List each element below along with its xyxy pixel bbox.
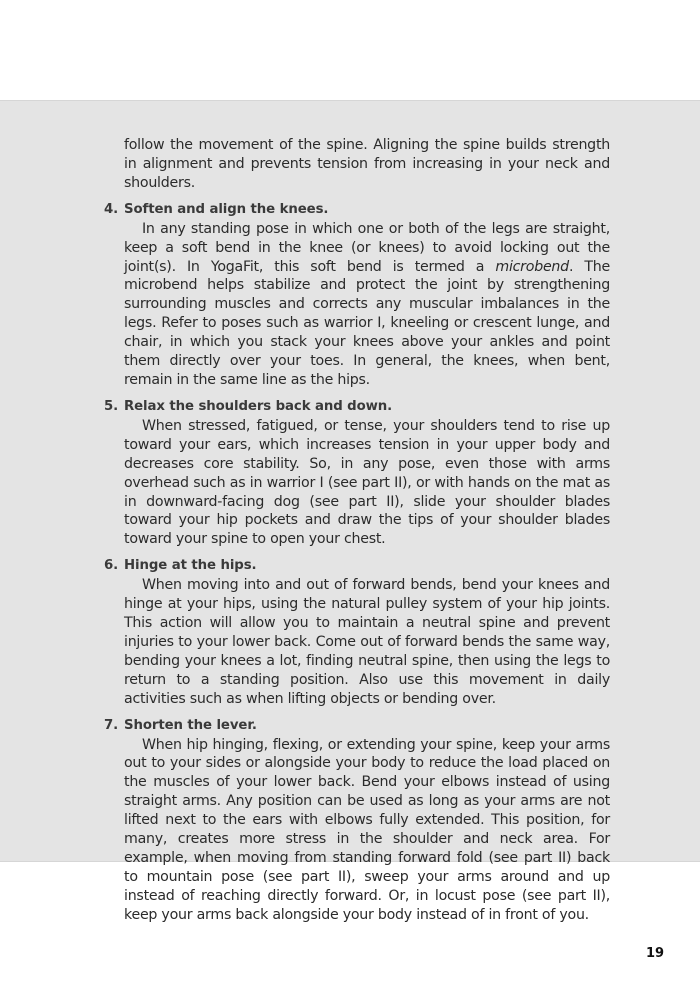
tip-title: Soften and align the knees. [124,201,329,217]
tip-heading [104,557,610,575]
tip-heading [104,398,610,416]
tip-body: When hip hinging, flexing, or extending your spine, keep your arms out to your sides or alongside your body to reduce the load placed on the muscles of your lower back. Bend your elbows instead of using straight arms. Any position can be used as long as your arms are not lifted next to the ears with elbows fully extended. This position, for many, creates more stress in the shoulder and neck area. For example, when moving from standing forward fold (see part II) back to mountain pose (see part II), sweep your arms around and up instead of reaching directly forward. Or, in locust pose (see part II), keep your arms back alongside your body instead of in front of you. [124,736,610,923]
tip-6 [104,557,610,708]
tip-body: When moving into and out of forward bends, bend your knees and hinge at your hips, using the natural pulley system of your hip joints. This action will allow you to maintain a neutral spine and prevent injuries to your lower back. Come out of forward bends the same way, bending your knees a lot, finding neutral spine, then using the legs to return to a standing position. Also use this movement in daily activities such as when lifting objects or bending over. [124,577,610,707]
tip-heading [104,717,610,735]
tip-body: When stressed, fatigued, or tense, your shoulders tend to rise up toward your ears, which increases tension in your upper body and decreases core stability. So, in any pose, even those with arms overhead such as in warrior I (see part II), or with hands on the mat as in downward-facing dog (see part II), slide your shoulder blades toward your hip pockets and draw the tips of your shoulder blades toward your spine to open your chest. [124,417,610,548]
tip-heading [104,201,610,219]
tip-body-text: In any standing pose in which one or both of the legs are straight, keep a soft bend in the knee (or knees) to avoid locking out the joint(s). In YogaFit, this soft bend is termed a [124,220,610,275]
tip-body [104,220,610,390]
tip-number: 5. [104,398,119,414]
tip-7 [104,717,610,925]
tip-title: Hinge at the hips. [124,558,257,574]
page-body [104,136,610,925]
tip-title: Relax the shoulders back and down. [124,398,393,414]
emphasized-term: microbend [495,258,569,275]
page-number: 19 [646,946,665,961]
tip-number: 6. [104,558,119,574]
tip-number: 4. [104,201,119,217]
continuation-paragraph: follow the movement of the spine. Aligning the spine builds strength in alignment and prevents tension from increasing in your neck and shoulders. [124,137,610,191]
tip-title: Shorten the lever. [124,717,257,733]
tip-5 [104,398,610,549]
tip-4 [104,201,610,390]
tip-body-text: . The microbend helps stabilize and protect the joint by strengthening surrounding muscles and corrects any muscular imbalances in the legs. Refer to poses such as warrior I, kneeling or crescent lunge, and chair, in which you stack your knees above your ankles and point them directly over your toes. In general, the knees, when bent, remain in the same line as the hips. [124,258,610,388]
tip-number: 7. [104,717,119,733]
